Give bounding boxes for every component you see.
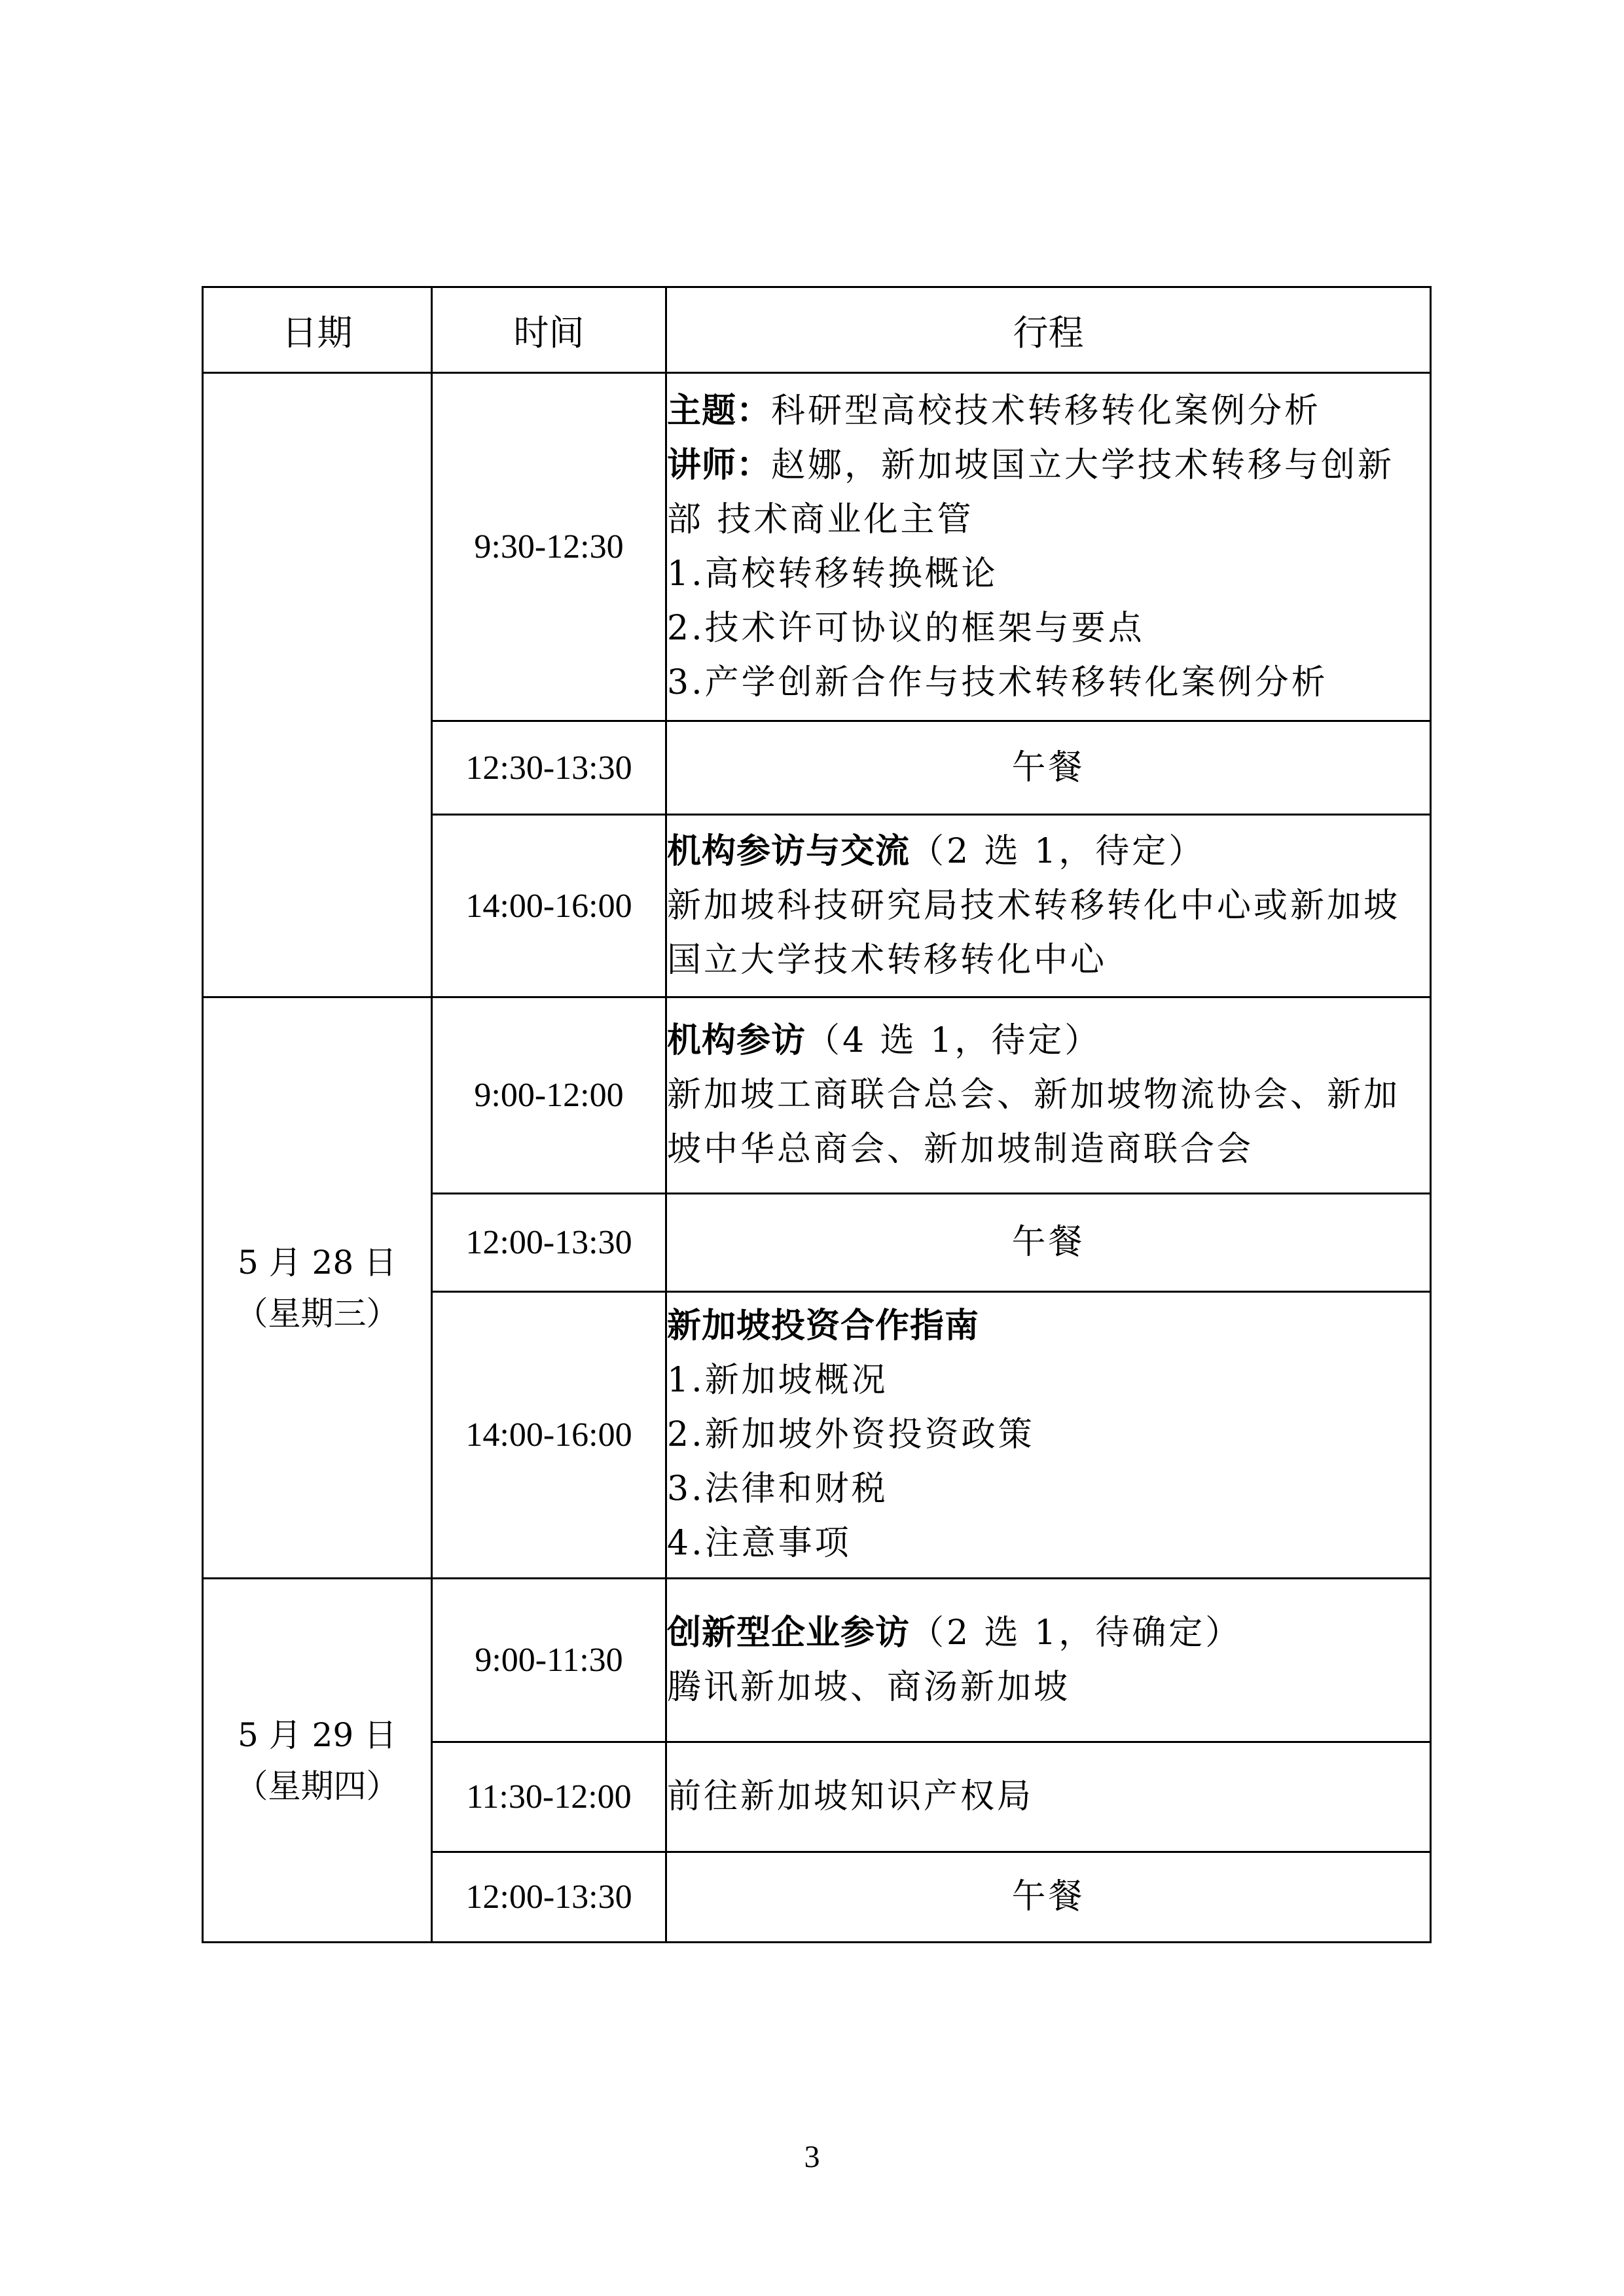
program-cell: [666, 997, 1431, 1194]
time-cell: 12:00-13:30: [432, 1194, 666, 1292]
date-cell-empty: [203, 373, 432, 997]
header-row: [203, 287, 1431, 373]
time-cell: 9:00-12:00: [432, 997, 666, 1194]
list-item: 1.高校转移转换概论: [667, 554, 998, 594]
time-cell: 12:00-13:30: [432, 1852, 666, 1943]
program-note: （4 选 1，待定）: [806, 1021, 1102, 1060]
list-item: 4.注意事项: [667, 1524, 852, 1563]
date-line: 5 月 29 日: [237, 1715, 397, 1754]
program-cell: [666, 373, 1431, 721]
table-row: [203, 373, 1431, 721]
date-line: 5 月 28 日: [237, 1243, 397, 1282]
time-cell: 9:30-12:30: [432, 373, 666, 721]
date-cell: [203, 1579, 432, 1943]
program-title: 创新型企业参访: [667, 1613, 911, 1653]
header-date: 日期: [203, 287, 432, 373]
schedule-table: [202, 286, 1432, 1943]
time-cell: 14:00-16:00: [432, 1292, 666, 1579]
program-cell: [666, 1292, 1431, 1579]
theme-text: 科研型高校技术转移转化案例分析: [771, 391, 1322, 431]
list-item: 3.产学创新合作与技术转移转化案例分析: [667, 662, 1328, 702]
list-item: 2.技术许可协议的框架与要点: [667, 608, 1145, 648]
list-item: 2.新加坡外资投资政策: [667, 1415, 1035, 1454]
weekday-line: （星期四）: [235, 1767, 399, 1805]
weekday-line: （星期三）: [235, 1294, 399, 1333]
time-cell: 11:30-12:00: [432, 1742, 666, 1852]
lecturer-label: 讲师：: [667, 445, 772, 485]
program-cell: [666, 1579, 1431, 1742]
header-time: 时间: [432, 287, 666, 373]
time-cell: 12:30-13:30: [432, 721, 666, 815]
program-desc: 腾讯新加坡、商汤新加坡: [667, 1667, 1071, 1707]
program-cell: 午餐: [666, 1852, 1431, 1943]
program-cell: 午餐: [666, 721, 1431, 815]
theme-label: 主题：: [667, 391, 772, 431]
program-desc: 新加坡工商联合总会、新加坡物流协会、新加坡中华总商会、新加坡制造商联合会: [667, 1075, 1401, 1169]
program-cell: 午餐: [666, 1194, 1431, 1292]
lecturer-text: 赵娜，新加坡国立大学技术转移与创新部 技术商业化主管: [667, 445, 1395, 539]
program-title: 新加坡投资合作指南: [667, 1306, 980, 1346]
table-row: [203, 997, 1431, 1194]
table-row: [203, 1579, 1431, 1742]
program-title: 机构参访与交流: [667, 831, 911, 871]
date-cell: [203, 997, 432, 1579]
list-item: 1.新加坡概况: [667, 1361, 888, 1400]
list-item: 3.法律和财税: [667, 1469, 888, 1509]
program-cell: 前往新加坡知识产权局: [666, 1742, 1431, 1852]
program-desc: 新加坡科技研究局技术转移转化中心或新加坡国立大学技术转移转化中心: [667, 886, 1401, 980]
page-number: 3: [804, 2140, 820, 2174]
program-title: 机构参访: [667, 1021, 806, 1060]
header-program: 行程: [666, 287, 1431, 373]
time-cell: 14:00-16:00: [432, 815, 666, 997]
program-note: （2 选 1，待定）: [910, 831, 1206, 871]
program-cell: [666, 815, 1431, 997]
time-cell: 9:00-11:30: [432, 1579, 666, 1742]
program-note: （2 选 1，待确定）: [910, 1613, 1242, 1653]
